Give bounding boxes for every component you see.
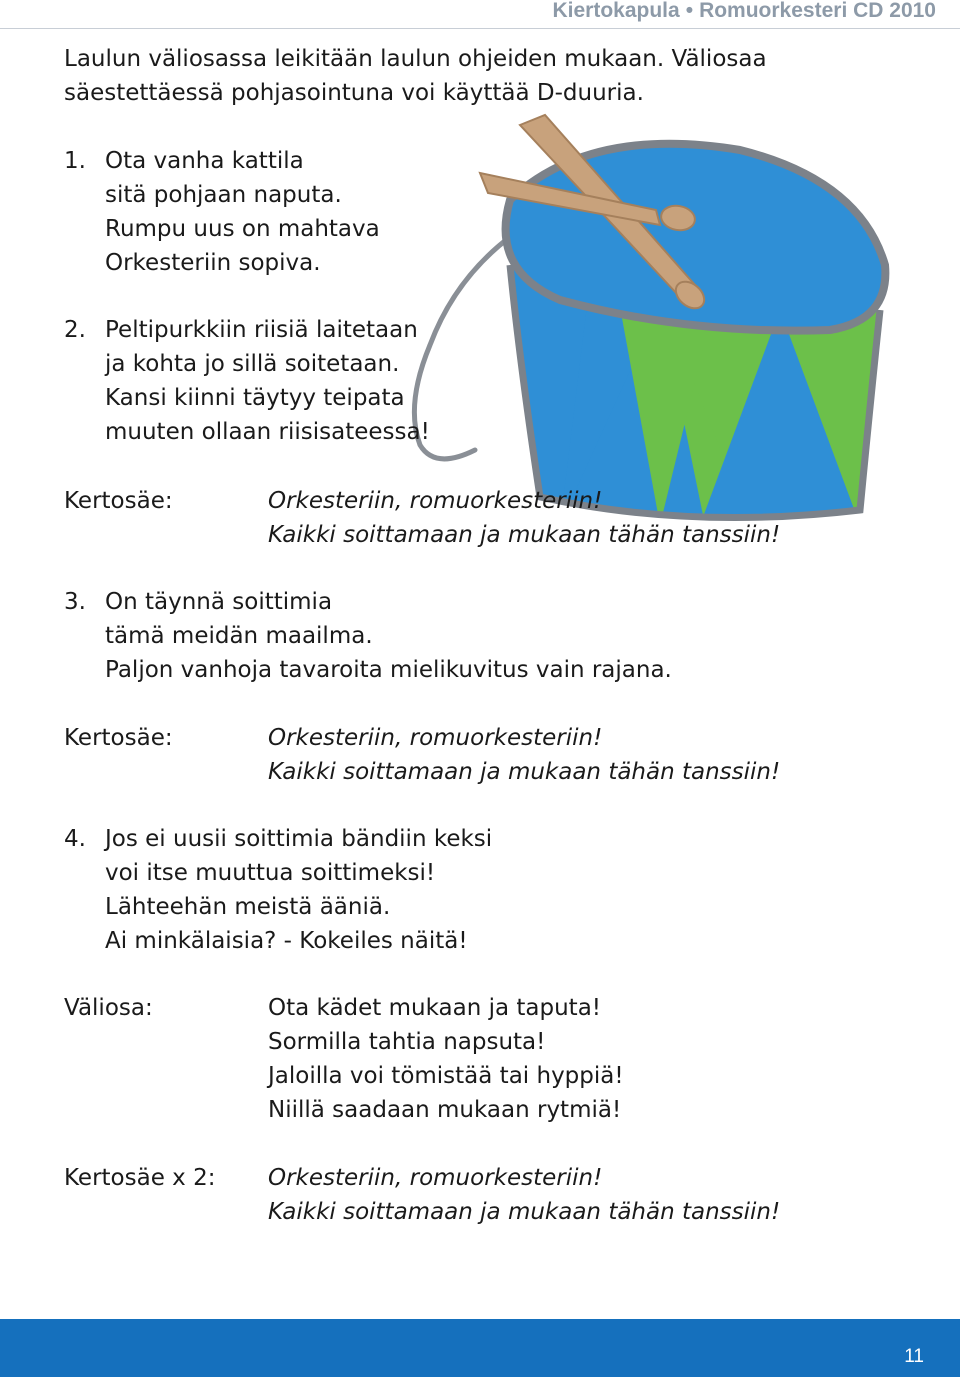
verse-number: 3. [64, 589, 86, 615]
verse-number: 2. [64, 317, 86, 343]
verse-line: Ota vanha kattila [105, 148, 304, 174]
verse-number: 4. [64, 826, 86, 852]
verse-line: Paljon vanhoja tavaroita mielikuvitus vain rajana. [105, 657, 672, 683]
verse-line: Lähteehän meistä ääniä. [105, 894, 391, 920]
verse-line: Peltipurkkiin riisiä laitetaan [105, 317, 418, 343]
verse-1 [64, 144, 380, 280]
verse-number: 1. [64, 148, 86, 174]
verse-3 [64, 585, 672, 687]
intro-line: Laulun väliosassa leikitään laulun ohjeiden mukaan. Väliosaa [64, 46, 767, 72]
chorus-line: Kaikki soittamaan ja mukaan tähän tanssiin! [268, 522, 781, 548]
header-title: Romuorkesteri CD 2010 [699, 0, 936, 22]
chorus-line: Kaikki soittamaan ja mukaan tähän tanssiin! [268, 759, 781, 785]
chorus-lines [268, 484, 780, 552]
verse-line: muuten ollaan riisisateessa! [105, 419, 430, 445]
header-rule [0, 28, 960, 29]
drum-illustration [360, 105, 900, 525]
verse-line: voi itse muuttua soittimeksi! [105, 860, 436, 886]
chorus-line: Kaikki soittamaan ja mukaan tähän tanssiin! [268, 1199, 781, 1225]
running-header [553, 0, 937, 22]
chorus-line: Orkesteriin, romuorkesteriin! [268, 488, 603, 514]
verse-line: Ai minkälaisia? - Kokeiles näitä! [105, 928, 468, 954]
chorus-lines [268, 721, 780, 789]
page-number: 11 [904, 1346, 924, 1367]
bridge-lines [268, 991, 624, 1127]
bridge-line: Ota kädet mukaan ja taputa! [268, 995, 602, 1021]
verse-line: tämä meidän maailma. [105, 623, 373, 649]
verse-4 [64, 822, 492, 958]
bridge-line: Sormilla tahtia napsuta! [268, 1029, 546, 1055]
header-separator: • [685, 0, 694, 22]
chorus-line: Orkesteriin, romuorkesteriin! [268, 725, 603, 751]
verse-line: Rumpu uus on mahtava [105, 216, 380, 242]
bridge-line: Jaloilla voi tömistää tai hyppiä! [268, 1063, 624, 1089]
verse-line: Orkesteriin sopiva. [105, 250, 321, 276]
chorus-label: Kertosäe: [64, 488, 173, 514]
verse-2 [64, 313, 430, 449]
footer-band [0, 1319, 960, 1377]
verse-line: Kansi kiinni täytyy teipata [105, 385, 405, 411]
chorus-label: Kertosäe: [64, 725, 173, 751]
intro-line: säestettäessä pohjasointuna voi käyttää D-duuria. [64, 80, 644, 106]
bridge-line: Niillä saadaan mukaan rytmiä! [268, 1097, 622, 1123]
chorus-line: Orkesteriin, romuorkesteriin! [268, 1165, 603, 1191]
final-chorus-lines [268, 1161, 780, 1229]
verse-line: sitä pohjaan naputa. [105, 182, 342, 208]
verse-line: Jos ei uusii soittimia bändiin keksi [105, 826, 493, 852]
header-series: Kiertokapula [552, 0, 680, 22]
verse-line: On täynnä soittimia [105, 589, 333, 615]
intro-paragraph [64, 42, 767, 110]
final-chorus-label: Kertosäe x 2: [64, 1165, 216, 1191]
bridge-label: Väliosa: [64, 995, 153, 1021]
verse-line: ja kohta jo sillä soitetaan. [105, 351, 400, 377]
